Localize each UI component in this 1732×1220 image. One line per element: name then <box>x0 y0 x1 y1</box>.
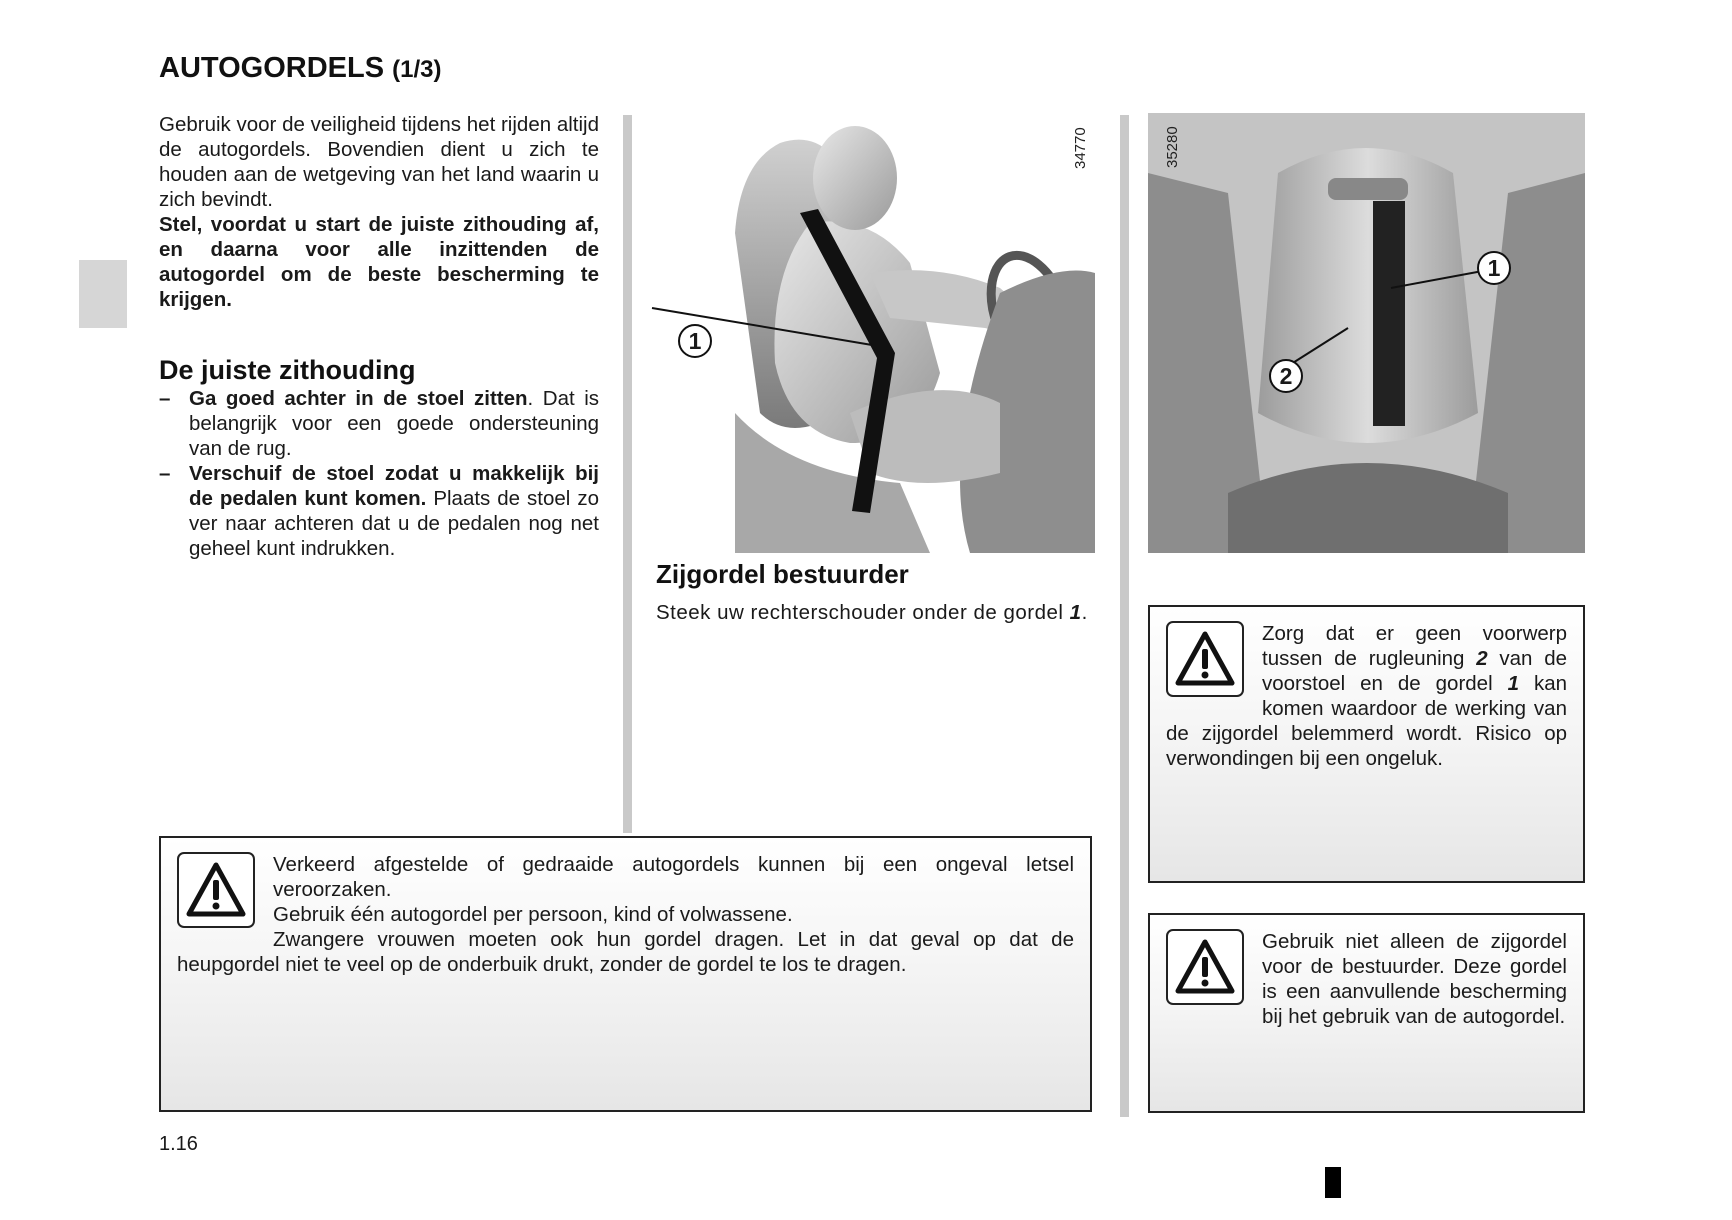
list-item-text: . Dat is belangrijk voor een goede ondersteuning van de rug. <box>189 387 600 460</box>
column-divider-left <box>623 115 632 833</box>
list-item <box>159 461 599 561</box>
warning-right1-ref1: 1 <box>1507 672 1519 695</box>
warning-right2-paragraph: Gebruik niet alleen de zijgordel voor de bestuurder. Deze gordel is een aanvullende bescherming bij het gebruik van de autogordel. <box>1262 930 1567 1028</box>
intro-paragraph: Gebruik voor de veiligheid tijdens het rijden altijd de autogordels. Bovendien dient u zich te houden aan de wetgeving van het land waarin u zich bevindt. <box>159 113 599 211</box>
side-belt-heading: Zijgordel bestuurder <box>656 559 909 589</box>
column-divider-right <box>1120 115 1129 1117</box>
warning-main-text <box>177 852 1074 977</box>
warning-right1-text <box>1166 621 1567 771</box>
list-item <box>159 386 599 461</box>
warning-box-right-2 <box>1148 913 1585 1113</box>
figure-seatback-belt <box>1148 113 1585 553</box>
figure2-callout-2: 2 <box>1269 359 1303 393</box>
warning-main-line3: Zwangere vrouwen moeten ook hun gordel dragen. Let in dat geval op dat de heupgordel niet te veel op de onderbuik drukt, zonder de gordel te los te dragen. <box>177 928 1074 976</box>
intro-block <box>159 112 599 312</box>
figure1-callout-1: 1 <box>678 324 712 358</box>
side-belt-text-end: . <box>1081 601 1088 624</box>
warning-box-right-1 <box>1148 605 1585 883</box>
warning-triangle-icon <box>1166 929 1244 1005</box>
posture-list-block <box>159 386 599 561</box>
warning-main-line2: Gebruik één autogordel per persoon, kind of volwassene. <box>273 903 793 926</box>
list-item-text: Plaats de stoel zo ver naar achteren dat u de pedalen nog net geheel kunt indrukken. <box>189 487 599 560</box>
title-main: AUTOGORDELS <box>159 52 385 84</box>
warning-right2-text <box>1166 929 1567 1029</box>
warning-triangle-icon <box>1166 621 1244 697</box>
side-belt-text-start: Steek uw rechterschouder onder de gordel <box>656 601 1070 624</box>
figure-driver-belt <box>640 113 1095 553</box>
page-edge-marker <box>1325 1167 1341 1198</box>
warning-box-main <box>159 836 1092 1112</box>
list-item-bold: Verschuif de stoel zodat u makkelijk bij de pedalen kunt komen. <box>189 462 599 510</box>
seat-back-belt-illustration-icon <box>1148 113 1585 553</box>
posture-list <box>159 386 599 561</box>
title-sub: (1/3) <box>392 56 442 83</box>
side-belt-text <box>656 600 1091 625</box>
warning-main-line1: Verkeerd afgestelde of gedraaide autogordels kunnen bij een ongeval letsel veroorzaken. <box>273 853 1074 901</box>
page-number: 1.16 <box>159 1133 198 1155</box>
page-title <box>159 52 441 85</box>
warning-right1-part2: van de voorstoel en de gordel <box>1262 647 1567 695</box>
warning-right1-ref2: 2 <box>1476 647 1488 670</box>
warning-triangle-icon <box>177 852 255 928</box>
posture-heading: De juiste zithouding <box>159 355 416 385</box>
figure2-callout-1: 1 <box>1477 251 1511 285</box>
warning-right1-part3: kan komen waardoor de werking van de zijgordel belemmerd wordt. Risico op verwondingen bij een ongeluk. <box>1166 672 1568 770</box>
intro-bold-paragraph: Stel, voordat u start de juiste zithouding af, en daarna voor alle inzittenden de autogordel om de beste bescherming te krijgen. <box>159 213 599 311</box>
section-tab-marker <box>79 260 127 328</box>
list-item-bold: Ga goed achter in de stoel zitten <box>189 387 528 410</box>
figure2-image-number: 35280 <box>1164 126 1181 168</box>
warning-right1-part1: Zorg dat er geen voorwerp tussen de rugleuning <box>1262 622 1567 670</box>
figure1-image-number: 34770 <box>1072 127 1089 169</box>
side-belt-ref: 1 <box>1069 601 1082 624</box>
